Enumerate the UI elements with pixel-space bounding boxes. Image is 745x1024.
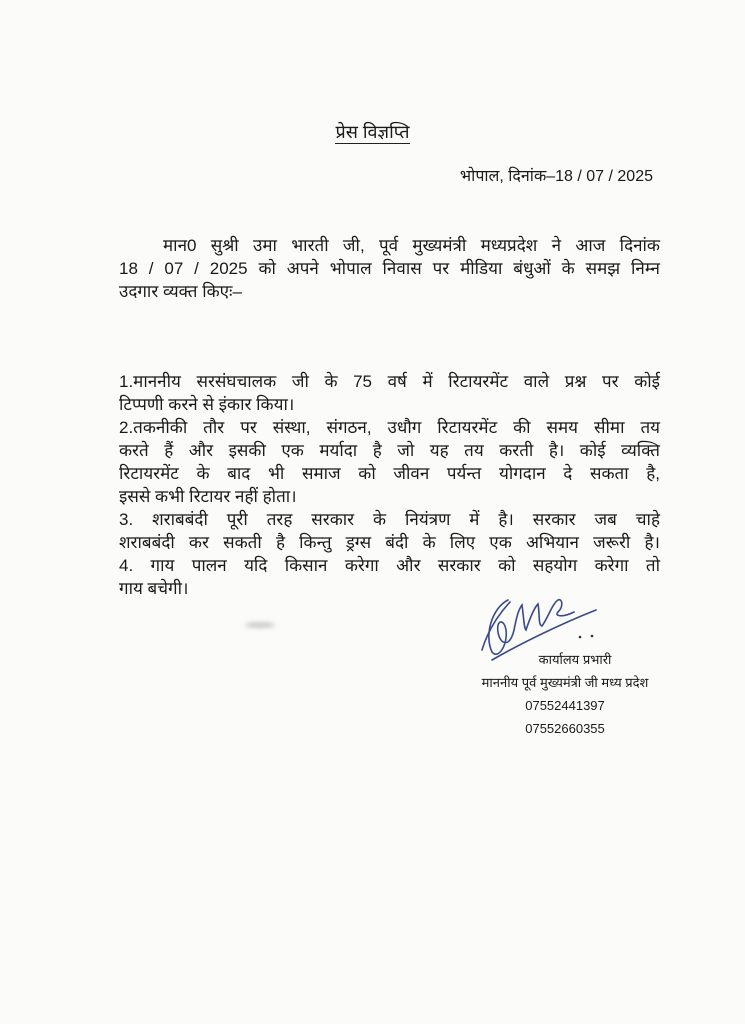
document-title — [0, 120, 745, 144]
phone-number: 07552441397 — [525, 698, 605, 713]
place-and-date: भोपाल, दिनांक–18 / 07 / 2025 — [459, 168, 653, 185]
point-line: 4. गाय पालन यदि किसान करेगा और सरकार को सहयोग करेगा तो — [119, 556, 660, 575]
points-list — [119, 370, 660, 600]
title-text: प्रेस विज्ञप्ति — [335, 122, 410, 142]
intro-line: 18 / 07 / 2025 को अपने भोपाल निवास पर मीडिया बंधुओं के समझ निम्न — [119, 259, 660, 278]
point-line: 3. शराबबंदी पूरी तरह सरकार के नियंत्रण में है। सरकार जब चाहे — [119, 510, 660, 529]
point-line: टिप्पणी करने से इंकार किया। — [119, 395, 295, 414]
point-line: 2.तकनीकी तौर पर संस्था, संगठन, उधौग रिटायरमेंट की समय सीमा तय — [119, 418, 660, 437]
point-line: 1.माननीय सरसंघचालक जी के 75 वर्ष में रिटायरमेंट वाले प्रश्न पर कोई — [119, 372, 660, 391]
point-line: गाय बचेगी। — [119, 579, 189, 598]
signature-block — [400, 648, 730, 740]
intro-paragraph — [119, 234, 660, 303]
scan-smudge — [245, 622, 275, 628]
point-line: इससे कभी रिटायर नहीं होता। — [119, 487, 297, 506]
point-line: शराबबंदी कर सकती है किन्तु ड्रग्स बंदी के लिए एक अभियान जरूरी है। — [119, 533, 660, 552]
intro-line: उदगार व्यक्त किएः– — [119, 282, 242, 301]
designation: कार्यालय प्रभारी — [538, 652, 612, 667]
office-name: माननीय पूर्व मुख्यमंत्री जी मध्य प्रदेश — [481, 675, 649, 690]
intro-line: मान0 सुश्री उमा भारती जी, पूर्व मुख्यमंत्री मध्यप्रदेश ने आज दिनांक — [163, 236, 660, 255]
point-line: करते हैं और इसकी एक मर्यादा है जो यह तय करती है। कोई व्यक्ति — [119, 441, 660, 460]
phone-number: 07552660355 — [525, 721, 605, 736]
point-line: रिटायरमेंट के बाद भी समाज को जीवन पर्यन्त योगदान दे सकता है, — [119, 464, 660, 483]
